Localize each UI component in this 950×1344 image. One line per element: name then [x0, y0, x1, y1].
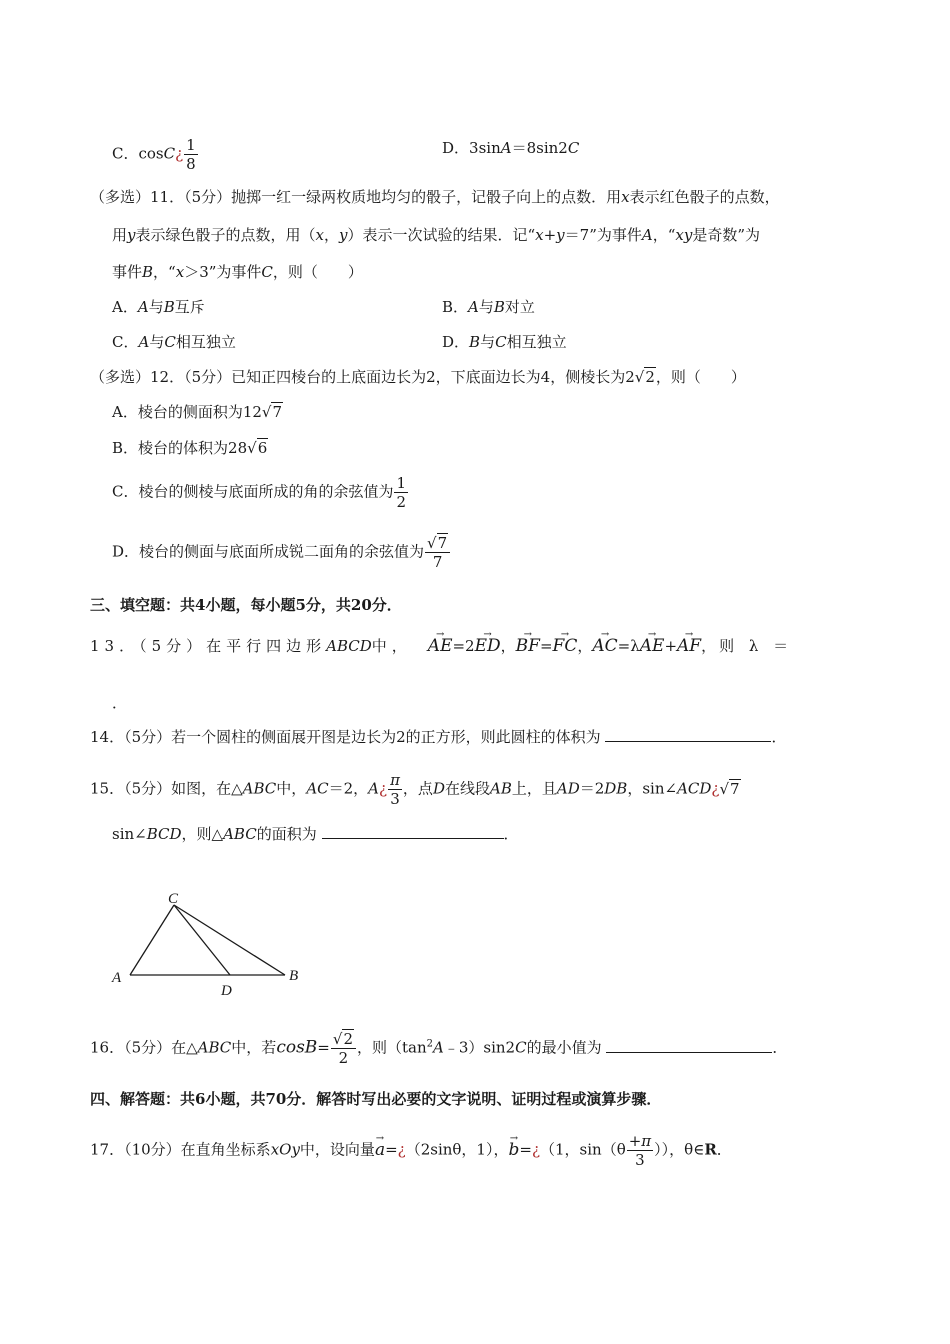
q12-c-frac	[394, 474, 408, 511]
q10-c-var: C	[163, 144, 176, 163]
q11-option-d	[442, 332, 567, 352]
q15-ad: AD	[556, 779, 580, 798]
q15-l2a: sin∠	[112, 825, 147, 843]
q15-abc2: ABC	[223, 825, 257, 843]
q12-b-sqrt: √6	[247, 439, 268, 457]
q15-ab: AB	[489, 779, 512, 798]
q11-x2: x	[315, 226, 324, 244]
label-c: C	[168, 891, 179, 907]
q11-l3d: ，则（ ）	[272, 263, 363, 281]
q12-b-rad: 6	[257, 439, 268, 457]
q15-t2: ＝2，	[328, 779, 369, 798]
q13-vec-ae2: → AE	[640, 636, 665, 656]
q13-vec-fc: → FC	[553, 636, 578, 656]
q10-c-text: C．cos	[112, 144, 164, 163]
q10-c-num: 1	[186, 136, 196, 154]
q12-stem-a: （多选）12．（5分）已知正四棱台的上底面边长为2，下底面边长为4，侧棱长为2	[90, 368, 635, 386]
q17-line	[90, 1132, 732, 1169]
q11-C: C	[261, 263, 273, 281]
q16-t2: ，则（tan	[356, 1038, 427, 1057]
q11-line-2	[112, 225, 760, 245]
q11-l2f: ，“	[652, 226, 676, 244]
q16-rad: 2	[343, 1030, 353, 1048]
q15-db: DB	[604, 779, 628, 798]
segment-bc	[174, 905, 285, 975]
q13-mid: 中，	[371, 637, 412, 655]
q15-answer-blank[interactable]	[322, 824, 504, 839]
q15-sqrt: √7	[719, 779, 740, 798]
q15-bcd: BCD	[146, 825, 182, 843]
q12-option-b	[112, 438, 268, 458]
q15-q2: ¿	[711, 779, 720, 798]
q17-xoy: xOy	[270, 1140, 300, 1159]
q11-l1b: 表示红色骰子的点数，	[629, 188, 780, 206]
q11-d-pre: D．	[442, 333, 470, 351]
q17-q: ¿	[397, 1140, 406, 1159]
triangle-figure	[105, 882, 315, 1002]
label-b: B	[289, 968, 299, 984]
q12-d-text: D．棱台的侧面与底面所成锐二面角的余弦值为	[112, 542, 425, 561]
q11-option-b	[442, 297, 535, 317]
q13-post: ，则 λ ＝	[701, 637, 792, 655]
q11-b-B: B	[493, 298, 505, 316]
q11-b-pre: B．	[442, 298, 469, 316]
q17-t1: 中，设向量	[299, 1140, 375, 1159]
q12-d-num	[425, 534, 450, 553]
q13-vec-af: → AF	[677, 636, 701, 656]
q17-pre: 17．（10分）在直角坐标系	[90, 1140, 271, 1159]
q11-y: y	[127, 226, 136, 244]
q12-stem-b: ，则（ ）	[655, 368, 746, 386]
q17-vec-a: → a	[375, 1140, 385, 1160]
section-4-heading: 四、解答题：共6小题，共70分．解答时写出必要的文字说明、证明过程或演算步骤．	[90, 1090, 662, 1108]
q11-c-mid: 与	[149, 333, 165, 351]
q13-comma-2: ，	[577, 637, 593, 655]
q11-a-B: B	[163, 298, 175, 316]
q11-option-c	[112, 332, 236, 352]
q11-a-A: A	[137, 298, 149, 316]
q15-t6: ＝2	[579, 779, 605, 798]
q11-a-mid: 与	[148, 298, 164, 316]
q14-end: ．	[771, 728, 787, 746]
q17-eq2: =	[519, 1140, 532, 1159]
q11-b-post: 对立	[504, 298, 535, 316]
q15-end: ．	[503, 825, 519, 843]
q13-lam: =λ	[617, 637, 640, 655]
q12-a-sqrt: √7	[261, 403, 283, 421]
q11-c-pre: C．	[112, 333, 139, 351]
section-3-heading: 三、填空题：共4小题，每小题5分，共20分．	[90, 596, 402, 614]
q15-frac	[388, 771, 402, 808]
q14-line	[90, 727, 786, 747]
q16-eq: =	[317, 1038, 330, 1057]
q11-prefix: （多选）11．（5分）抛掷一红一绿两枚质地均匀的骰子，记骰子向上的点数．用	[90, 188, 622, 206]
q17-num: +π	[628, 1132, 652, 1150]
q11-l2a: 用	[112, 226, 128, 244]
q16-end: ．	[772, 1038, 788, 1057]
q17-eq: =	[385, 1140, 398, 1159]
q16-t4: 的最小值为	[526, 1038, 602, 1057]
q11-a-post: 互斥	[174, 298, 205, 316]
q16-abc: ABC	[197, 1038, 232, 1057]
q13-vec-ac: → AC	[592, 636, 617, 656]
q12-b-text: B．棱台的体积为28	[112, 439, 248, 457]
q11-c-A: A	[138, 333, 150, 351]
q12-c-den: 2	[396, 493, 407, 511]
q16-c: C	[515, 1038, 527, 1057]
q11-B: B	[142, 263, 154, 281]
q15-line-1	[90, 771, 741, 808]
q17-frac	[627, 1132, 653, 1169]
q11-line-3	[112, 262, 363, 282]
q15-pi: π	[390, 771, 400, 789]
q10-d-mid: ＝8sin2	[511, 139, 568, 157]
q12-d-sqrt: √7	[427, 534, 448, 552]
q12-c-text: C．棱台的侧棱与底面所成的角的余弦值为	[112, 482, 394, 501]
q14-answer-blank[interactable]	[605, 727, 771, 742]
q13-eq: =	[539, 637, 553, 655]
q10-c-q: ¿	[175, 144, 184, 163]
q10-option-d	[442, 138, 579, 158]
q11-option-a	[112, 297, 205, 317]
q13-vec-ae: → AE	[428, 636, 453, 656]
q13-line-1	[90, 636, 791, 656]
q17-end: ．	[716, 1140, 732, 1159]
q15-three: 3	[390, 790, 400, 808]
q10-c-den: 8	[186, 155, 196, 173]
q11-d-B: B	[469, 333, 481, 351]
q13-pre: 13．（5分）在平行四边形	[90, 637, 327, 655]
q12-stem-rad: 2	[645, 368, 655, 386]
q15-t7: ，sin∠	[627, 779, 678, 798]
q11-d-C: C	[495, 333, 507, 351]
q15-t4: 在线段	[444, 779, 490, 798]
label-a: A	[112, 970, 122, 986]
q10-d-text: D．3sin	[442, 139, 501, 157]
q16-answer-blank[interactable]	[606, 1038, 772, 1053]
q10-d-var2: C	[567, 139, 580, 157]
q14-text: 14．（5分）若一个圆柱的侧面展开图是边长为2的正方形，则此圆柱的体积为	[90, 728, 601, 746]
q13-vec-ed: → ED	[475, 636, 501, 656]
q16-t3: ﹣3）sin2	[443, 1038, 516, 1057]
q11-line-1	[90, 187, 780, 207]
q11-x: x	[621, 188, 630, 206]
q11-d-mid: 与	[480, 333, 496, 351]
q15-t5: 上，且	[511, 779, 557, 798]
q17-t4: ）），θ∈	[654, 1140, 705, 1159]
q16-pre: 16．（5分）在△	[90, 1038, 198, 1057]
q15-d: D	[432, 779, 445, 798]
q17-t3: （1，sin（θ	[540, 1140, 626, 1159]
q11-a-pre: A．	[112, 298, 138, 316]
q13-answer-blank: ．	[112, 694, 128, 712]
q17-r: R	[704, 1140, 717, 1159]
q11-b-A: A	[468, 298, 479, 316]
q11-l2e: ＝7”为事件	[564, 226, 642, 244]
q16-sqrt: √2	[332, 1030, 353, 1048]
q12-option-d	[112, 534, 451, 571]
segment-ac	[130, 905, 174, 975]
q15-pre: 15．（5分）如图，在△	[90, 779, 243, 798]
q11-c-C: C	[164, 333, 176, 351]
q11-l2c: ，	[323, 226, 339, 244]
q12-d-frac	[425, 534, 450, 571]
q11-l3c: ＞3”为事件	[184, 263, 262, 281]
q16-t1: 中，若	[231, 1038, 277, 1057]
q11-l2b: 表示绿色骰子的点数，用（	[135, 226, 316, 244]
q11-A: A	[641, 226, 653, 244]
q12-stem	[90, 367, 746, 387]
q12-a-text: A．棱台的侧面积为12	[112, 403, 262, 421]
q11-c-post: 相互独立	[175, 333, 236, 351]
q17-t2: （2sinθ，1），	[405, 1140, 509, 1159]
q12-c-num: 1	[396, 474, 407, 492]
q15-l2c: 的面积为	[256, 825, 317, 843]
q10-c-frac	[184, 136, 198, 173]
q17-den: 3	[635, 1151, 645, 1169]
q17-q2: ¿	[531, 1140, 540, 1159]
q12-d-rad: 7	[437, 534, 448, 552]
q11-xy: xy	[675, 226, 693, 244]
q11-b-mid: 与	[478, 298, 494, 316]
q15-a: A	[368, 779, 380, 798]
q15-t3: ，点	[402, 779, 433, 798]
q10-option-c	[112, 136, 199, 173]
q13-plus: +	[664, 637, 678, 655]
q13-vec-bf: → BF	[516, 636, 540, 656]
q16-sup: 2	[426, 1038, 433, 1050]
q11-l3a: 事件	[112, 263, 143, 281]
q11-l2d: ）表示一次试验的结果．记“	[347, 226, 536, 244]
q12-stem-sqrt: √2	[634, 368, 655, 386]
q10-d-var: A	[500, 139, 512, 157]
q11-xpy: x+y	[535, 226, 565, 244]
q15-acd: ACD	[677, 779, 712, 798]
q11-y2: y	[339, 226, 348, 244]
q16-den: 2	[338, 1049, 349, 1067]
q15-rad: 7	[730, 779, 740, 798]
q17-vec-b: → b	[508, 1140, 519, 1160]
label-d: D	[221, 983, 232, 999]
q15-ac: AC	[306, 779, 329, 798]
q11-l3b: ，“	[153, 263, 176, 281]
q12-option-c	[112, 474, 409, 511]
q16-num	[331, 1030, 356, 1049]
q16-cosb: cosB	[276, 1037, 318, 1058]
q12-a-rad: 7	[272, 403, 283, 421]
q15-line-2	[112, 824, 519, 844]
q15-abc: ABC	[242, 779, 277, 798]
q11-d-post: 相互独立	[506, 333, 567, 351]
q12-option-a	[112, 402, 283, 422]
q15-q: ¿	[379, 779, 388, 798]
q13-abcd: ABCD	[326, 637, 372, 655]
q16-frac	[331, 1030, 356, 1067]
q12-d-den: 7	[432, 553, 443, 571]
q15-t1: 中，	[276, 779, 307, 798]
q16-a: A	[433, 1038, 444, 1057]
q11-l2g: 是奇数”为	[692, 226, 761, 244]
q16-line	[90, 1030, 787, 1067]
q11-x3: x	[175, 263, 185, 281]
q15-l2b: ，则△	[181, 825, 224, 843]
segment-cd	[174, 905, 230, 975]
q13-eq2: =2	[452, 637, 475, 655]
q13-comma-1: ，	[500, 637, 516, 655]
